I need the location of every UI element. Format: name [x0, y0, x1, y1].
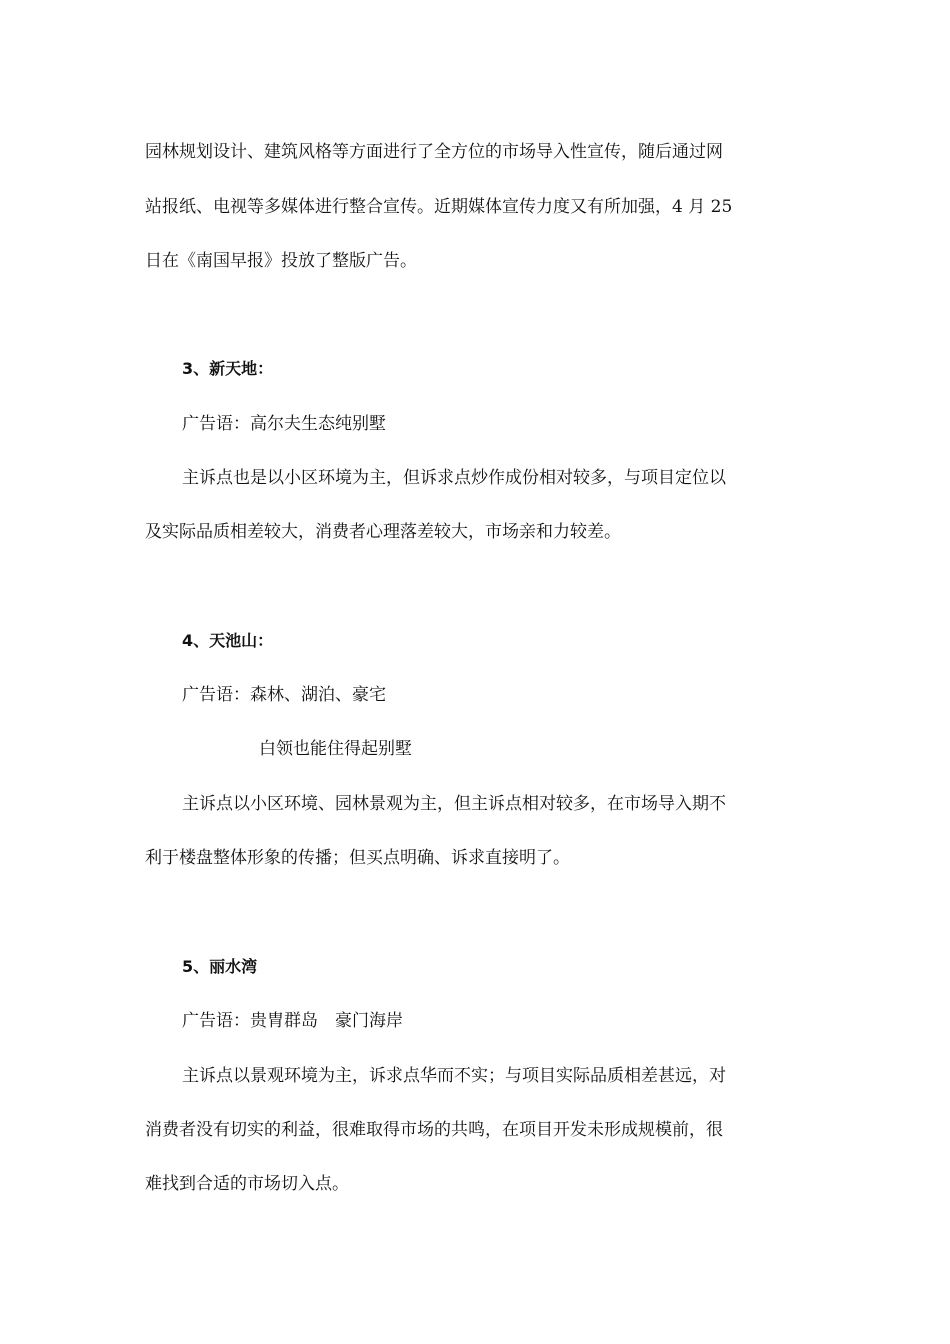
- section-4-body-line-2: 利于楼盘整体形象的传播；但买点明确、诉求直接明了。: [145, 848, 570, 868]
- section-3-slogan: 广告语：高尔夫生态纯别墅: [182, 414, 386, 434]
- section-4-slogan-line-2: 白领也能住得起别墅: [259, 739, 412, 759]
- intro-line-1: 园林规划设计、建筑风格等方面进行了全方位的市场导入性宣传，随后通过网: [145, 142, 723, 162]
- section-5-slogan: 广告语：贵胄群岛 豪门海岸: [182, 1011, 403, 1031]
- section-5-body-line-3: 难找到合适的市场切入点。: [145, 1174, 349, 1194]
- section-3-body-line-2: 及实际品质相差较大，消费者心理落差较大，市场亲和力较差。: [145, 522, 621, 542]
- section-5-body-line-1: 主诉点以景观环境为主，诉求点华而不实；与项目实际品质相差甚远，对: [182, 1066, 726, 1086]
- intro-line-2: 站报纸、电视等多媒体进行整合宣传。近期媒体宣传力度又有所加强，4 月 25: [145, 197, 733, 217]
- section-5-heading: 5、丽水湾: [182, 957, 258, 976]
- section-3-body-line-1: 主诉点也是以小区环境为主，但诉求点炒作成份相对较多，与项目定位以: [182, 468, 726, 488]
- section-4-body-line-1: 主诉点以小区环境、园林景观为主，但主诉点相对较多，在市场导入期不: [182, 794, 726, 814]
- section-4-slogan: 广告语：森林、湖泊、豪宅: [182, 685, 386, 705]
- section-3-heading: 3、新天地：: [182, 359, 274, 378]
- section-5-body-line-2: 消费者没有切实的利益，很难取得市场的共鸣，在项目开发未形成规模前，很: [145, 1120, 723, 1140]
- section-4-heading: 4、天池山：: [182, 631, 274, 650]
- intro-line-3: 日在《南国早报》投放了整版广告。: [145, 251, 417, 271]
